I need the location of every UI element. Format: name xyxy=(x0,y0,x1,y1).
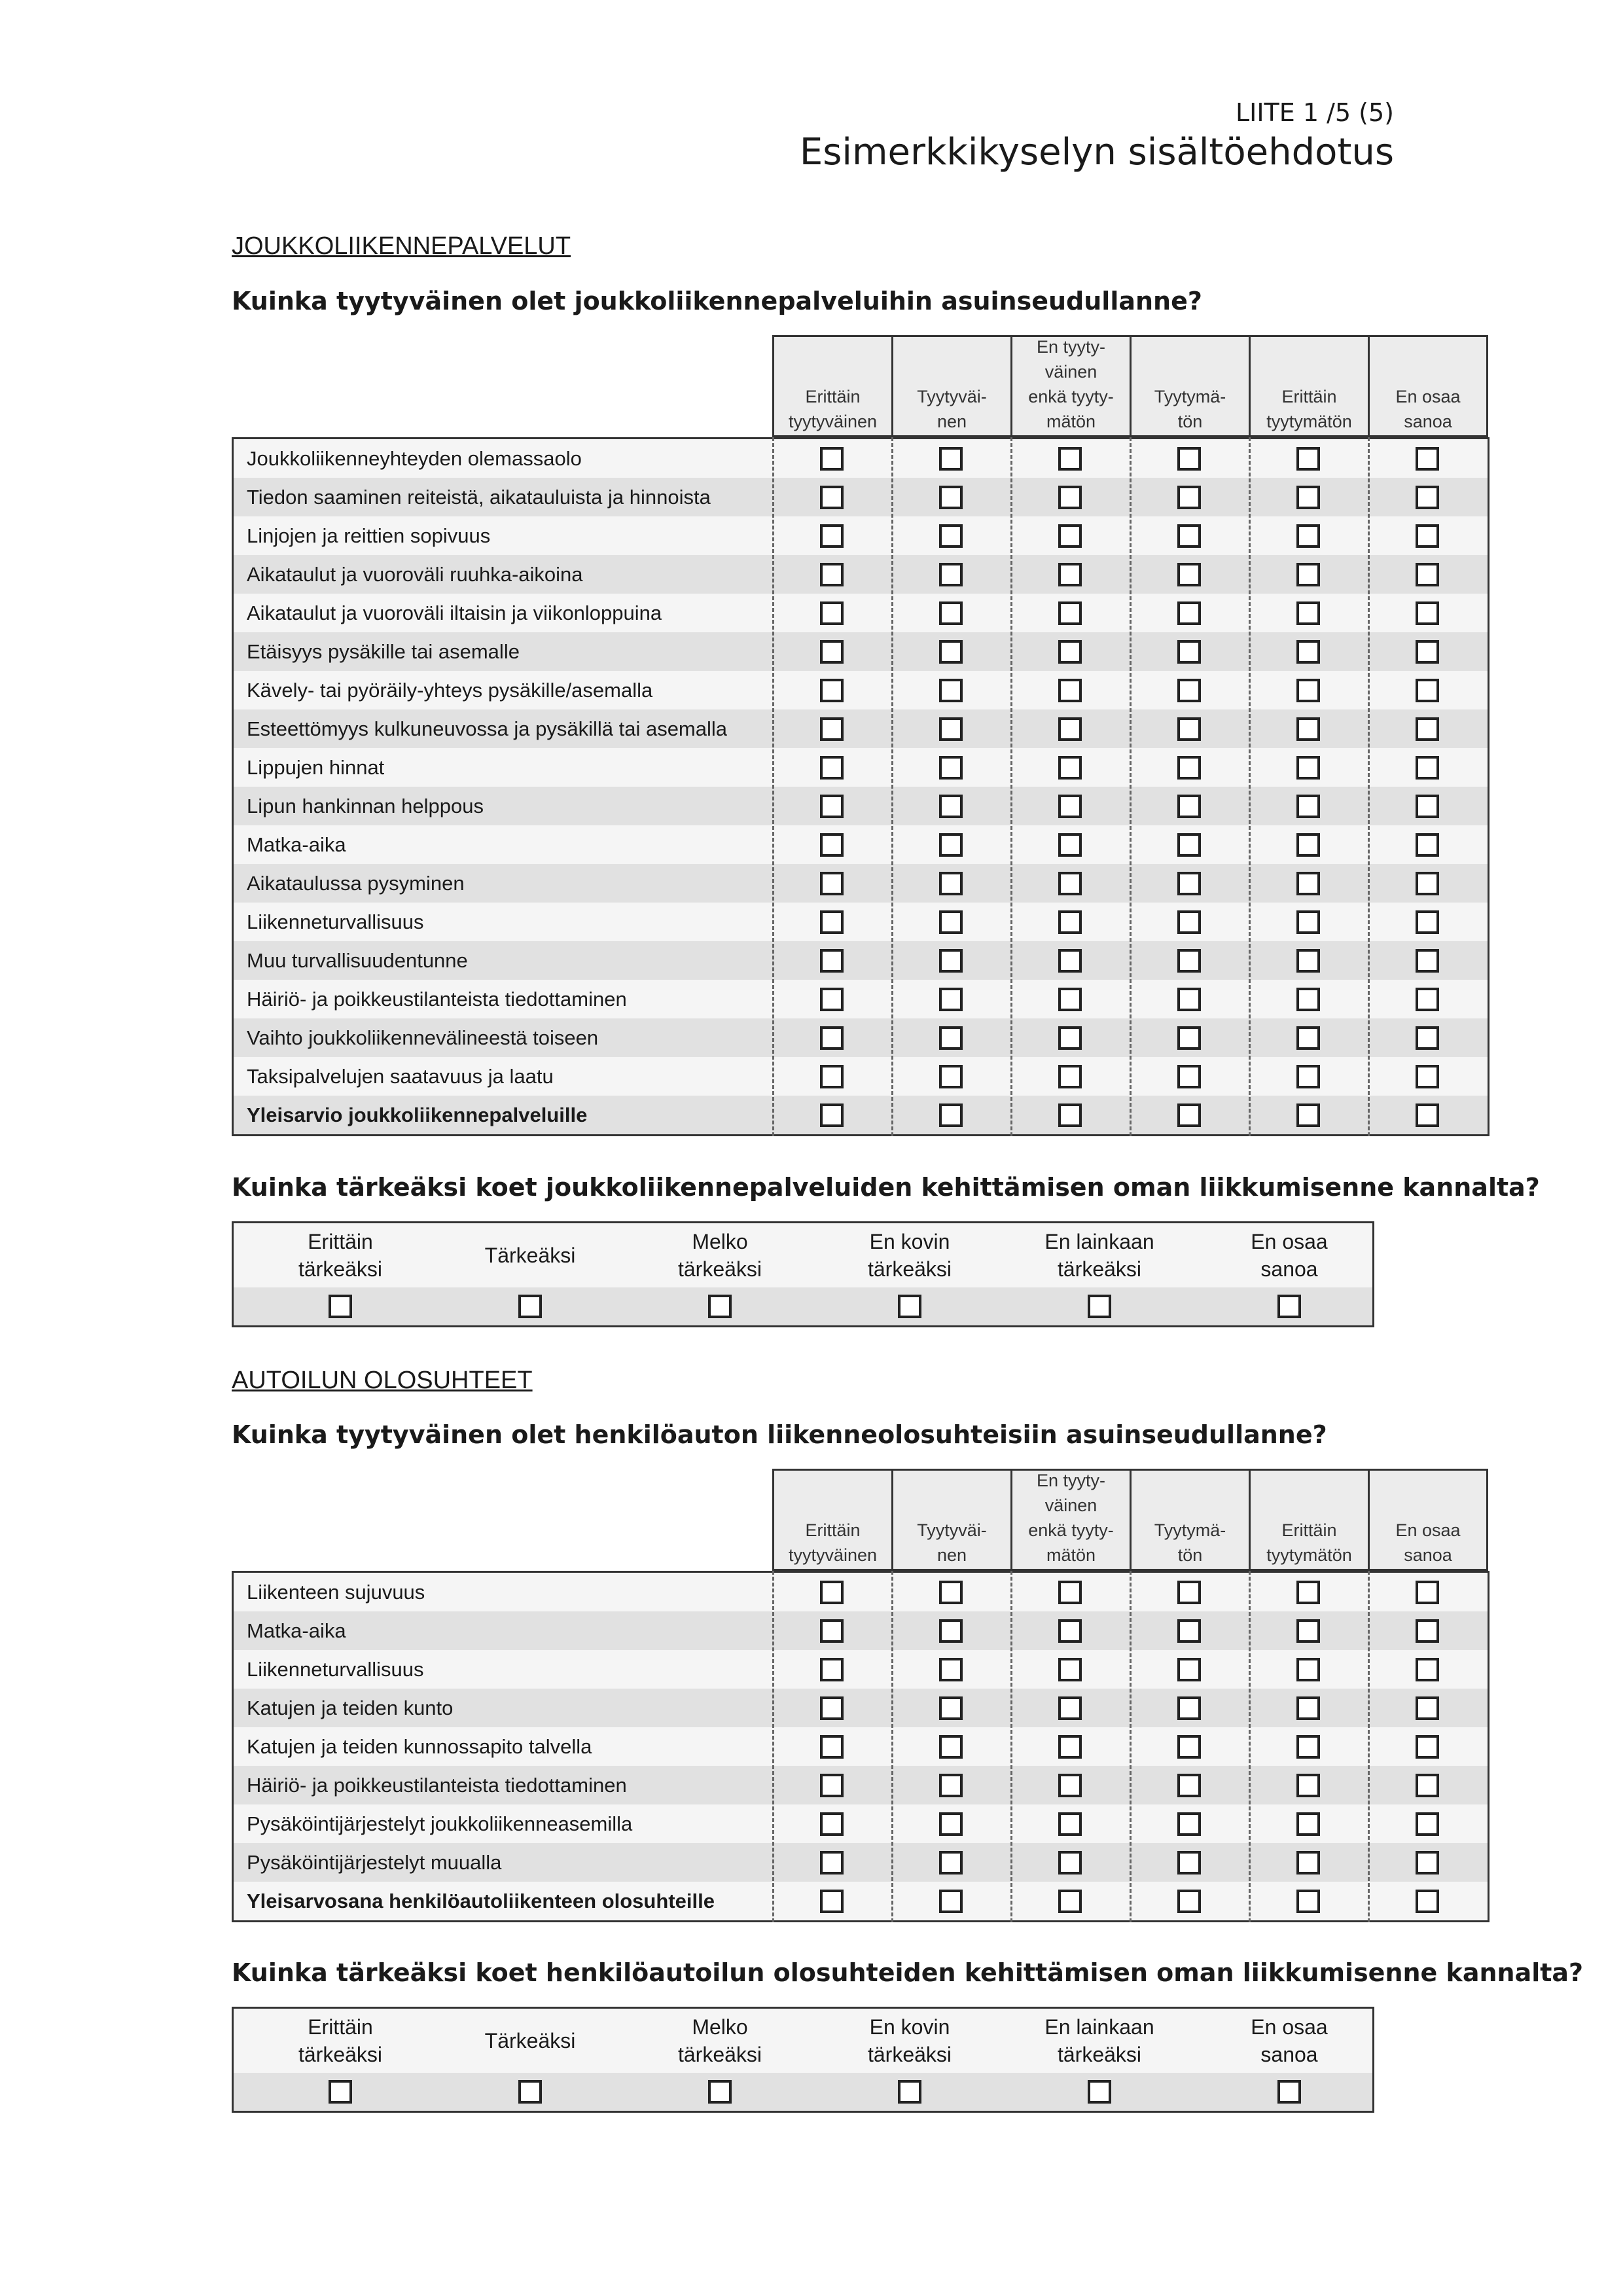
rating-checkbox[interactable] xyxy=(820,949,844,973)
rating-checkbox[interactable] xyxy=(1416,563,1439,586)
importance-option-label: Erittäin tärkeäksi xyxy=(298,1230,383,1281)
row-label: Liikenneturvallisuus xyxy=(247,1658,424,1681)
column-header: En osaa sanoa xyxy=(1368,335,1488,437)
rating-checkbox[interactable] xyxy=(820,1774,844,1797)
rating-checkbox[interactable] xyxy=(939,1026,963,1050)
table-row xyxy=(234,439,1488,478)
rating-checkbox[interactable] xyxy=(1058,1890,1082,1913)
importance-option-label: En lainkaan tärkeäksi xyxy=(1044,2015,1154,2066)
rating-checkbox[interactable] xyxy=(939,717,963,741)
rating-checkbox[interactable] xyxy=(1296,1103,1320,1127)
rating-checkbox[interactable] xyxy=(1296,1735,1320,1759)
table-row xyxy=(234,709,1488,748)
rating-checkbox[interactable] xyxy=(1296,833,1320,857)
table-row xyxy=(234,1727,1488,1766)
rating-checkbox[interactable] xyxy=(1416,949,1439,973)
rating-checkbox[interactable] xyxy=(1296,524,1320,548)
rating-checkbox[interactable] xyxy=(1177,563,1201,586)
column-divider xyxy=(1249,437,1251,1136)
rating-checkbox[interactable] xyxy=(820,1890,844,1913)
rating-checkbox[interactable] xyxy=(1177,640,1201,664)
column-header: En tyyty- väinen enkä tyyty- mätön xyxy=(1010,335,1130,437)
importance-option-label: En osaa sanoa xyxy=(1251,1230,1328,1281)
rating-checkbox[interactable] xyxy=(1177,1851,1201,1874)
rating-checkbox[interactable] xyxy=(939,795,963,818)
rating-checkbox[interactable] xyxy=(939,756,963,780)
table-row xyxy=(234,1650,1488,1689)
rating-checkbox[interactable] xyxy=(939,1581,963,1604)
rating-checkbox[interactable] xyxy=(1058,833,1082,857)
rating-checkbox[interactable] xyxy=(1058,679,1082,702)
column-divider xyxy=(891,437,893,1136)
rating-checkbox[interactable] xyxy=(939,486,963,509)
rating-checkbox[interactable] xyxy=(820,1812,844,1836)
rating-checkbox[interactable] xyxy=(820,1658,844,1681)
rating-checkbox[interactable] xyxy=(820,447,844,471)
importance-option-label: Melko tärkeäksi xyxy=(677,2015,762,2066)
rating-checkbox[interactable] xyxy=(1296,1658,1320,1681)
rating-checkbox[interactable] xyxy=(820,1065,844,1088)
rating-checkbox[interactable] xyxy=(939,640,963,664)
column-divider xyxy=(1010,1571,1012,1922)
rating-checkbox[interactable] xyxy=(820,795,844,818)
table-row xyxy=(234,516,1488,555)
row-label: Tiedon saaminen reiteistä, aikatauluista ja hinnoista xyxy=(247,486,711,509)
rating-checkbox[interactable] xyxy=(820,1581,844,1604)
rating-checkbox[interactable] xyxy=(1177,756,1201,780)
rating-checkbox[interactable] xyxy=(1416,717,1439,741)
rating-checkbox[interactable] xyxy=(1058,1851,1082,1874)
rating-checkbox[interactable] xyxy=(1058,1581,1082,1604)
rating-checkbox[interactable] xyxy=(1177,1103,1201,1127)
rating-checkbox[interactable] xyxy=(1177,1581,1201,1604)
rating-checkbox[interactable] xyxy=(1416,795,1439,818)
importance-option-label: Erittäin tärkeäksi xyxy=(298,2015,383,2066)
rating-checkbox[interactable] xyxy=(1296,756,1320,780)
rating-checkbox[interactable] xyxy=(820,524,844,548)
rating-checkbox[interactable] xyxy=(1416,910,1439,934)
rating-checkbox[interactable] xyxy=(1296,1890,1320,1913)
satisfaction-question-public-transport: Kuinka tyytyväinen olet joukkoliikennepalveluihin asuinseudullanne? xyxy=(232,287,1202,315)
rating-checkbox[interactable] xyxy=(939,1890,963,1913)
column-divider xyxy=(772,1571,774,1922)
table-row xyxy=(234,1843,1488,1882)
rating-checkbox[interactable] xyxy=(939,447,963,471)
row-label: Taksipalvelujen saatavuus ja laatu xyxy=(247,1065,554,1088)
row-label: Häiriö- ja poikkeustilanteista tiedottaminen xyxy=(247,1774,627,1797)
rating-checkbox[interactable] xyxy=(1416,872,1439,895)
rating-checkbox[interactable] xyxy=(1416,447,1439,471)
rating-checkbox[interactable] xyxy=(1296,1026,1320,1050)
rating-checkbox[interactable] xyxy=(939,1065,963,1088)
rating-checkbox[interactable] xyxy=(1296,1619,1320,1643)
rating-checkbox[interactable] xyxy=(1177,910,1201,934)
rating-checkbox[interactable] xyxy=(820,756,844,780)
rating-checkbox[interactable] xyxy=(939,872,963,895)
importance-question-public-transport: Kuinka tärkeäksi koet joukkoliikennepalveluiden kehittämisen oman liikkumisenne kannalta? xyxy=(232,1173,1540,1202)
rating-checkbox[interactable] xyxy=(1416,756,1439,780)
row-label: Pysäköintijärjestelyt muualla xyxy=(247,1851,502,1874)
rating-checkbox[interactable] xyxy=(1296,640,1320,664)
rating-checkbox[interactable] xyxy=(939,563,963,586)
rating-checkbox[interactable] xyxy=(1177,1774,1201,1797)
table-row xyxy=(234,825,1488,864)
rating-checkbox[interactable] xyxy=(1177,988,1201,1011)
column-divider xyxy=(1010,437,1012,1136)
table-row xyxy=(234,594,1488,632)
rating-checkbox[interactable] xyxy=(939,1735,963,1759)
importance-option-label: En kovin tärkeäksi xyxy=(867,2015,952,2066)
rating-checkbox[interactable] xyxy=(820,988,844,1011)
summary-row xyxy=(234,1096,1488,1134)
table-row xyxy=(234,1573,1488,1611)
rating-checkbox[interactable] xyxy=(1177,795,1201,818)
row-label: Lipun hankinnan helppous xyxy=(247,795,484,817)
rating-checkbox[interactable] xyxy=(939,910,963,934)
table-row xyxy=(234,1766,1488,1804)
rating-checkbox[interactable] xyxy=(1058,795,1082,818)
rating-checkbox[interactable] xyxy=(820,1735,844,1759)
rating-checkbox[interactable] xyxy=(1177,524,1201,548)
table-row xyxy=(234,748,1488,787)
row-label: Esteettömyys kulkuneuvossa ja pysäkillä tai asemalla xyxy=(247,717,728,740)
importance-checkbox[interactable] xyxy=(329,1295,352,1318)
rating-checkbox[interactable] xyxy=(1177,1658,1201,1681)
rating-checkbox[interactable] xyxy=(1058,1696,1082,1720)
rating-checkbox[interactable] xyxy=(1058,640,1082,664)
rating-checkbox[interactable] xyxy=(820,1696,844,1720)
importance-question-car-traffic: Kuinka tärkeäksi koet henkilöautoilun olosuhteiden kehittämisen oman liikkumisenne kannalta? xyxy=(232,1958,1584,1987)
rating-checkbox[interactable] xyxy=(1058,872,1082,895)
grid-body xyxy=(232,437,1489,1136)
rating-checkbox[interactable] xyxy=(939,524,963,548)
column-divider xyxy=(1130,1571,1132,1922)
importance-checkbox[interactable] xyxy=(1277,2080,1301,2104)
rating-checkbox[interactable] xyxy=(820,1851,844,1874)
row-label: Katujen ja teiden kunto xyxy=(247,1696,454,1719)
satisfaction-question-car-traffic: Kuinka tyytyväinen olet henkilöauton liikenneolosuhteisiin asuinseudullanne? xyxy=(232,1420,1327,1449)
rating-checkbox[interactable] xyxy=(1058,524,1082,548)
rating-checkbox[interactable] xyxy=(1416,1581,1439,1604)
rating-checkbox[interactable] xyxy=(820,1103,844,1127)
table-row xyxy=(234,1804,1488,1843)
rating-checkbox[interactable] xyxy=(939,1774,963,1797)
rating-checkbox[interactable] xyxy=(1416,601,1439,625)
rating-checkbox[interactable] xyxy=(820,1619,844,1643)
rating-checkbox[interactable] xyxy=(820,679,844,702)
rating-checkbox[interactable] xyxy=(1296,1581,1320,1604)
table-row xyxy=(234,1018,1488,1057)
importance-scale-public-transport xyxy=(232,1221,1374,1327)
table-row xyxy=(234,980,1488,1018)
column-header: Tyytyväi- nen xyxy=(891,335,1010,437)
rating-checkbox[interactable] xyxy=(939,988,963,1011)
table-row xyxy=(234,632,1488,671)
table-row xyxy=(234,864,1488,903)
column-header: Erittäin tyytymätön xyxy=(1249,1469,1368,1571)
rating-checkbox[interactable] xyxy=(1058,563,1082,586)
rating-checkbox[interactable] xyxy=(1058,1658,1082,1681)
rating-checkbox[interactable] xyxy=(1177,1696,1201,1720)
satisfaction-grid-car-traffic xyxy=(232,1469,1489,1922)
rating-checkbox[interactable] xyxy=(939,949,963,973)
column-divider xyxy=(1249,1571,1251,1922)
rating-checkbox[interactable] xyxy=(1058,988,1082,1011)
rating-checkbox[interactable] xyxy=(1296,447,1320,471)
importance-checkbox[interactable] xyxy=(518,1295,542,1318)
rating-checkbox[interactable] xyxy=(1058,486,1082,509)
rating-checkbox[interactable] xyxy=(1177,486,1201,509)
rating-checkbox[interactable] xyxy=(1416,833,1439,857)
rating-checkbox[interactable] xyxy=(1416,1812,1439,1836)
rating-checkbox[interactable] xyxy=(1416,524,1439,548)
rating-checkbox[interactable] xyxy=(1296,988,1320,1011)
row-label: Linjojen ja reittien sopivuus xyxy=(247,524,491,547)
rating-checkbox[interactable] xyxy=(1296,679,1320,702)
rating-checkbox[interactable] xyxy=(1416,1619,1439,1643)
rating-checkbox[interactable] xyxy=(1296,795,1320,818)
section-heading-car-traffic: AUTOILUN OLOSUHTEET xyxy=(232,1367,533,1394)
rating-checkbox[interactable] xyxy=(939,1851,963,1874)
rating-checkbox[interactable] xyxy=(1058,756,1082,780)
table-row xyxy=(234,555,1488,594)
column-divider xyxy=(891,1571,893,1922)
rating-checkbox[interactable] xyxy=(939,1619,963,1643)
column-header: Erittäin tyytyväinen xyxy=(772,1469,891,1571)
importance-checkbox[interactable] xyxy=(898,1295,921,1318)
rating-checkbox[interactable] xyxy=(1416,1851,1439,1874)
summary-row xyxy=(234,1882,1488,1920)
rating-checkbox[interactable] xyxy=(820,563,844,586)
rating-checkbox[interactable] xyxy=(1296,872,1320,895)
importance-checkbox[interactable] xyxy=(329,2080,352,2104)
row-label: Vaihto joukkoliikennevälineestä toiseen xyxy=(247,1026,599,1049)
rating-checkbox[interactable] xyxy=(1177,679,1201,702)
table-row xyxy=(234,787,1488,825)
importance-option-label: Tärkeäksi xyxy=(484,1244,576,1267)
table-row xyxy=(234,1611,1488,1650)
rating-checkbox[interactable] xyxy=(1296,486,1320,509)
section-heading-public-transport: JOUKKOLIIKENNEPALVELUT xyxy=(232,232,571,260)
column-header: Tyytyväi- nen xyxy=(891,1469,1010,1571)
rating-checkbox[interactable] xyxy=(1177,1619,1201,1643)
rating-checkbox[interactable] xyxy=(1177,1065,1201,1088)
importance-checkbox[interactable] xyxy=(518,2080,542,2104)
rating-checkbox[interactable] xyxy=(1416,1658,1439,1681)
importance-option-label: En lainkaan tärkeäksi xyxy=(1044,1230,1154,1281)
row-label: Aikataulut ja vuoroväli ruuhka-aikoina xyxy=(247,563,583,586)
rating-checkbox[interactable] xyxy=(820,717,844,741)
importance-option-label: En osaa sanoa xyxy=(1251,2015,1328,2066)
row-label: Joukkoliikenneyhteyden olemassaolo xyxy=(247,447,582,470)
row-label: Lippujen hinnat xyxy=(247,756,385,779)
row-label: Häiriö- ja poikkeustilanteista tiedottaminen xyxy=(247,988,627,1011)
row-label: Liikenteen sujuvuus xyxy=(247,1581,425,1604)
row-label: Yleisarvio joukkoliikennepalveluille xyxy=(247,1103,588,1126)
row-label: Liikenneturvallisuus xyxy=(247,910,424,933)
column-header: Erittäin tyytyväinen xyxy=(772,335,891,437)
column-header: En tyyty- väinen enkä tyyty- mätön xyxy=(1010,1469,1130,1571)
rating-checkbox[interactable] xyxy=(1058,1103,1082,1127)
rating-checkbox[interactable] xyxy=(1177,872,1201,895)
rating-checkbox[interactable] xyxy=(1416,1026,1439,1050)
appendix-label: LIITE 1 /5 (5) xyxy=(1235,98,1394,127)
rating-checkbox[interactable] xyxy=(1296,1774,1320,1797)
rating-checkbox[interactable] xyxy=(1416,1103,1439,1127)
rating-checkbox[interactable] xyxy=(939,1696,963,1720)
rating-checkbox[interactable] xyxy=(820,1026,844,1050)
rating-checkbox[interactable] xyxy=(939,1658,963,1681)
importance-checkbox[interactable] xyxy=(708,2080,732,2104)
column-divider xyxy=(1130,437,1132,1136)
column-divider xyxy=(1368,437,1370,1136)
table-row xyxy=(234,671,1488,709)
rating-checkbox[interactable] xyxy=(939,1812,963,1836)
rating-checkbox[interactable] xyxy=(939,833,963,857)
rating-checkbox[interactable] xyxy=(1058,447,1082,471)
rating-checkbox[interactable] xyxy=(1058,1812,1082,1836)
rating-checkbox[interactable] xyxy=(1416,486,1439,509)
rating-checkbox[interactable] xyxy=(1416,1696,1439,1720)
column-header: Tyytymä- tön xyxy=(1130,1469,1249,1571)
rating-checkbox[interactable] xyxy=(1296,1812,1320,1836)
row-label: Muu turvallisuudentunne xyxy=(247,949,468,972)
table-row xyxy=(234,1057,1488,1096)
rating-checkbox[interactable] xyxy=(1296,717,1320,741)
grid-body xyxy=(232,1571,1489,1922)
rating-checkbox[interactable] xyxy=(820,833,844,857)
importance-checkbox[interactable] xyxy=(708,1295,732,1318)
rating-checkbox[interactable] xyxy=(1058,601,1082,625)
rating-checkbox[interactable] xyxy=(1296,1851,1320,1874)
importance-checkbox[interactable] xyxy=(1088,1295,1111,1318)
row-label: Pysäköintijärjestelyt joukkoliikenneasemilla xyxy=(247,1812,633,1835)
column-header: Tyytymä- tön xyxy=(1130,335,1249,437)
column-header: En osaa sanoa xyxy=(1368,1469,1488,1571)
rating-checkbox[interactable] xyxy=(1296,949,1320,973)
rating-checkbox[interactable] xyxy=(1416,1065,1439,1088)
rating-checkbox[interactable] xyxy=(1177,1890,1201,1913)
row-label: Aikataulussa pysyminen xyxy=(247,872,465,895)
importance-checkbox[interactable] xyxy=(898,2080,921,2104)
importance-checkbox[interactable] xyxy=(1088,2080,1111,2104)
importance-scale-car-traffic xyxy=(232,2007,1374,2113)
importance-checkbox[interactable] xyxy=(1277,1295,1301,1318)
rating-checkbox[interactable] xyxy=(1058,910,1082,934)
rating-checkbox[interactable] xyxy=(1058,1735,1082,1759)
table-row xyxy=(234,941,1488,980)
rating-checkbox[interactable] xyxy=(939,679,963,702)
row-label: Matka-aika xyxy=(247,1619,346,1642)
row-label: Etäisyys pysäkille tai asemalle xyxy=(247,640,520,663)
rating-checkbox[interactable] xyxy=(1177,447,1201,471)
rating-checkbox[interactable] xyxy=(939,1103,963,1127)
row-label: Yleisarvosana henkilöautoliikenteen olosuhteille xyxy=(247,1890,715,1912)
rating-checkbox[interactable] xyxy=(939,601,963,625)
importance-option-label: Melko tärkeäksi xyxy=(677,1230,762,1281)
rating-checkbox[interactable] xyxy=(1058,717,1082,741)
rating-checkbox[interactable] xyxy=(820,910,844,934)
rating-checkbox[interactable] xyxy=(1296,563,1320,586)
row-label: Aikataulut ja vuoroväli iltaisin ja viikonloppuina xyxy=(247,601,662,624)
rating-checkbox[interactable] xyxy=(1058,1619,1082,1643)
rating-checkbox[interactable] xyxy=(1416,1774,1439,1797)
rating-checkbox[interactable] xyxy=(1416,679,1439,702)
rating-checkbox[interactable] xyxy=(1296,1065,1320,1088)
rating-checkbox[interactable] xyxy=(1416,640,1439,664)
rating-checkbox[interactable] xyxy=(1177,1735,1201,1759)
column-divider xyxy=(772,437,774,1136)
row-label: Matka-aika xyxy=(247,833,346,856)
satisfaction-grid-public-transport xyxy=(232,335,1489,1136)
importance-option-label: Tärkeäksi xyxy=(484,2029,576,2053)
rating-checkbox[interactable] xyxy=(1177,1026,1201,1050)
rating-checkbox[interactable] xyxy=(1416,1735,1439,1759)
rating-checkbox[interactable] xyxy=(1177,949,1201,973)
table-row xyxy=(234,1689,1488,1727)
document-title: Esimerkkikyselyn sisältöehdotus xyxy=(799,131,1394,173)
rating-checkbox[interactable] xyxy=(1177,717,1201,741)
row-label: Katujen ja teiden kunnossapito talvella xyxy=(247,1735,592,1758)
rating-checkbox[interactable] xyxy=(1296,601,1320,625)
rating-checkbox[interactable] xyxy=(1058,1065,1082,1088)
column-divider xyxy=(1368,1571,1370,1922)
rating-checkbox[interactable] xyxy=(1177,833,1201,857)
rating-checkbox[interactable] xyxy=(820,486,844,509)
rating-checkbox[interactable] xyxy=(1058,1774,1082,1797)
rating-checkbox[interactable] xyxy=(1177,601,1201,625)
rating-checkbox[interactable] xyxy=(1416,1890,1439,1913)
table-row xyxy=(234,903,1488,941)
rating-checkbox[interactable] xyxy=(820,601,844,625)
importance-option-label: En kovin tärkeäksi xyxy=(867,1230,952,1281)
table-row xyxy=(234,478,1488,516)
rating-checkbox[interactable] xyxy=(1177,1812,1201,1836)
rating-checkbox[interactable] xyxy=(1058,1026,1082,1050)
rating-checkbox[interactable] xyxy=(1296,1696,1320,1720)
rating-checkbox[interactable] xyxy=(1416,988,1439,1011)
rating-checkbox[interactable] xyxy=(1296,910,1320,934)
row-label: Kävely- tai pyöräily-yhteys pysäkille/asemalla xyxy=(247,679,653,702)
rating-checkbox[interactable] xyxy=(820,872,844,895)
column-header: Erittäin tyytymätön xyxy=(1249,335,1368,437)
rating-checkbox[interactable] xyxy=(820,640,844,664)
rating-checkbox[interactable] xyxy=(1058,949,1082,973)
